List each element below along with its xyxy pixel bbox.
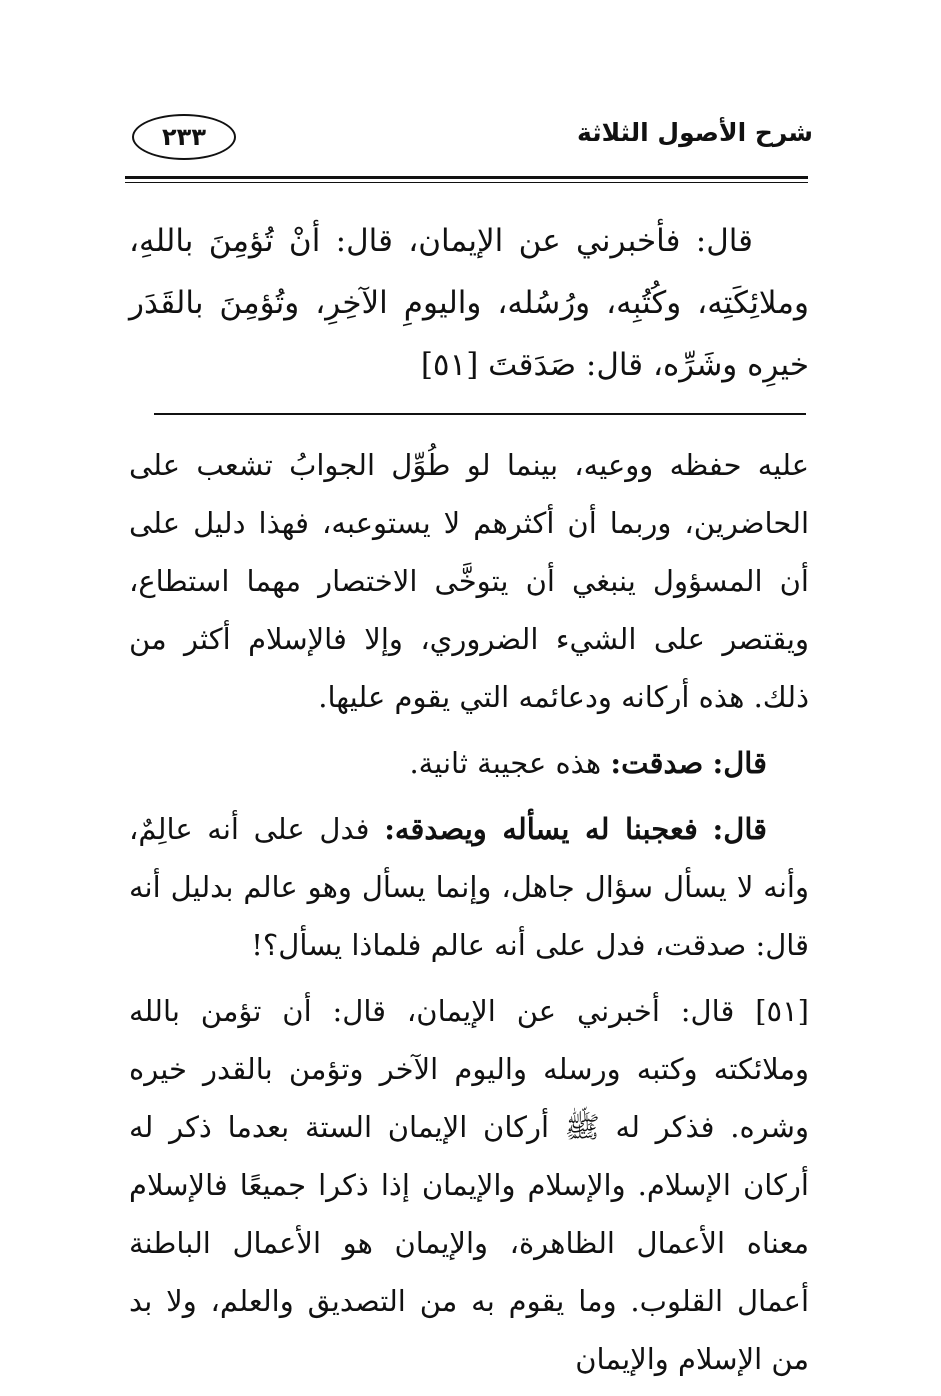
- commentary-paragraph-2: [129, 734, 809, 792]
- running-header-title: شرح الأصول الثلاثة: [577, 118, 813, 147]
- matn-separator-rule: [154, 413, 806, 415]
- commentary-paragraph-1: عليه حفظه ووعيه، بينما لو طُوِّل الجوابُ تشعب على الحاضرين، وربما أن أكثرهم لا يستوعبه، فهذا دليل على أن المسؤول ينبغي أن يتوخَّى الاختصار مهما استطاع، ويقتصر على الشيء الضروري، وإلا فالإسلام أكثر من ذلك. هذه أركانه ودعائمه التي يقوم عليها.: [129, 448, 809, 714]
- quoted-phrase: صدقت:: [610, 746, 704, 780]
- said-label: قال:: [712, 812, 768, 846]
- commentary-block: [129, 436, 809, 1396]
- said-label: قال:: [712, 746, 767, 780]
- commentary-paragraph-4: [٥١] قال: أخبرني عن الإيمان، قال: أن تؤمن بالله وملائكته وكتبه ورسله واليوم الآخر وتؤمن بالقدر خيره وشره. فذكر له ﷺ أركان الإيمان الستة بعدما ذكر له أركان الإسلام. والإسلام والإيمان إذا ذكرا جميعًا فالإسلام معناه الأعمال الظاهرة، والإيمان هو الأعمال الباطنة أعمال القلوب. وما يقوم به من التصديق والعلم، ولا بد من الإسلام والإيمان: [129, 994, 809, 1376]
- commentary-paragraph-3: [129, 800, 809, 974]
- matn-paragraph: قال: فأخبرني عن الإيمان، قال: أنْ تُؤمِنَ باللهِ، وملائِكَتِه، وكُتُبِه، ورُسُله، واليومِ الآخِرِ، وتُؤمِنَ بالقَدَر خيرِه وشَرِّه، قال: صَدَقتَ [٥١]: [129, 223, 809, 383]
- page-number-badge: ٢٣٣: [132, 114, 236, 160]
- commentary-text: هذه عجيبة ثانية.: [409, 746, 602, 780]
- commentary-text: فدل على أنه عالِمٌ، وأنه لا يسأل سؤال جاهل، وإنما يسأل وهو عالم بدليل أنه قال: صدقت، فدل على أنه عالم فلماذا يسأل؟!: [129, 812, 809, 962]
- header-rule-thin: [125, 182, 808, 183]
- header-rule-thick: [125, 176, 808, 179]
- quoted-phrase: فعجبنا له يسأله ويصدقه:: [384, 812, 698, 846]
- matn-text-block: [129, 210, 809, 396]
